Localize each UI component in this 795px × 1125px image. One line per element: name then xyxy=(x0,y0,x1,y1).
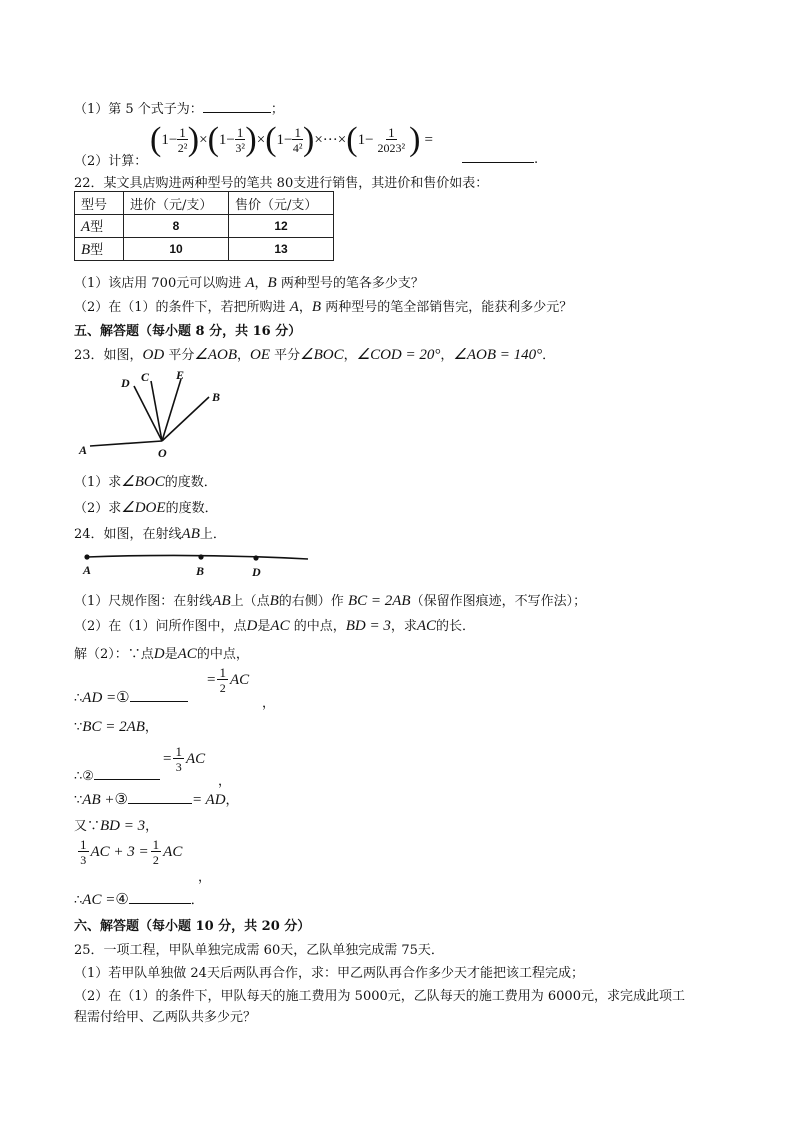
table-cell-price: 12 xyxy=(229,215,334,238)
solution-step-3: ∴② xyxy=(74,767,160,784)
q25-stem: 25．一项工程，甲队单独完成需 60天，乙队单独完成需 75天． xyxy=(74,943,444,958)
label-d: D xyxy=(121,376,130,390)
label-o: O xyxy=(158,446,167,460)
q22-part2: （2）在（1）的条件下，若把所购进 A，B 两种型号的笔全部销售完，能获利多少元？ xyxy=(74,299,573,315)
q21-part2-label: （2）计算： xyxy=(74,154,148,169)
answer-blank-3[interactable] xyxy=(128,791,192,804)
q24-stem: 24．如图，在射线AB上． xyxy=(74,526,226,542)
ray-ab xyxy=(87,555,308,559)
solution-step-7: ∴AC =④ ． xyxy=(74,892,204,908)
q24-solution-intro: 解（2）：∵点D是AC的中点， xyxy=(74,646,249,662)
label-b: B xyxy=(212,390,221,404)
q21-product-expression: ( 1 − $\frac{1}{\text{2²}}$ ) × ( 1 − $\frac{1}{\text{3²}}$ ) × ( 1 − $\frac{1}{\text{4²}}$ ) × ··· × ( 1 − $\frac{1}{\text{2023²}}$ ) = xyxy=(150,121,433,158)
table-header-cell: 售价（元/支） xyxy=(229,192,334,215)
q23-part1: （1）求∠BOC的度数． xyxy=(74,474,217,490)
q22-stem: 22．某文具店购进两种型号的笔共 80支进行销售，其进价和售价如表： xyxy=(74,176,489,191)
section-heading: 五、解答题（每小题 8 分，共 16 分） xyxy=(74,324,302,339)
fraction: $\frac{1}{\text{4²}}$ xyxy=(292,125,303,155)
q25-part2-line2: 程需付给甲、乙两队共多少元？ xyxy=(74,1010,257,1025)
solution-step-1-rhs: = $\frac{1}{2}$ AC xyxy=(207,665,250,695)
point-b xyxy=(198,554,203,559)
price-table xyxy=(74,191,334,261)
solution-step-4: ∵AB +③ = AD， xyxy=(74,792,239,808)
label-a: A xyxy=(79,443,88,457)
q25-part2-line1: （2）在（1）的条件下，甲队每天的施工费用为 5000元，乙队每天的施工费用为 6000元，求完成此项工 xyxy=(74,989,685,1004)
angle-figure xyxy=(72,366,242,462)
answer-blank-2[interactable] xyxy=(94,767,160,780)
fraction: $\frac{1}{\text{2023²}}$ xyxy=(377,125,406,155)
q21-part1-text: （1）第 5 个式子为： xyxy=(74,102,203,117)
point-d xyxy=(253,555,258,560)
point-a xyxy=(84,554,89,559)
q24-part1: （1）尺规作图：在射线AB上（点B的右侧）作 BC = 2AB（保留作图痕迹，不写作法）； xyxy=(74,593,587,609)
table-cell-price: 13 xyxy=(229,238,334,261)
table-row xyxy=(75,215,334,238)
solution-step-2: ∵BC = 2AB， xyxy=(74,719,158,735)
table-header-row xyxy=(75,192,334,215)
solution-step-1: ∴AD =① xyxy=(74,688,188,707)
q21-part2-answer: . xyxy=(462,150,538,167)
table-header-cell: 进价（元/支） xyxy=(124,192,229,215)
q25-part1: （1）若甲队单独做 24天后两队再合作，求：甲乙两队再合作多少天才能把该工程完成； xyxy=(74,966,584,981)
ray-figure xyxy=(74,550,314,578)
table-row xyxy=(75,238,334,261)
label-c: C xyxy=(141,370,150,384)
solution-step-5: 又∵BD = 3， xyxy=(74,818,159,834)
svg-text:B: B xyxy=(196,564,205,578)
ray-oa xyxy=(90,441,162,446)
q22-part1: （1）该店用 700元可以购进 A，B 两种型号的笔各多少支？ xyxy=(74,275,424,291)
q23-part2: （2）求∠DOE的度数． xyxy=(74,500,218,516)
section-heading: 六、解答题（每小题 10 分，共 20 分） xyxy=(74,919,311,934)
answer-blank[interactable] xyxy=(462,150,534,163)
q21-part1: （1）第 5 个式子为： ； xyxy=(74,102,284,117)
table-cell-model: A型 xyxy=(75,215,124,238)
label-e: E xyxy=(176,368,185,382)
svg-text:A: A xyxy=(83,563,92,577)
q23-stem: 23．如图，OD 平分∠AOB，OE 平分∠BOC，∠COD = 20°，∠AOB = 140°． xyxy=(74,347,556,363)
q24-part2: （2）在（1）问所作图中，点D是AC 的中点，BD = 3，求AC的长． xyxy=(74,618,476,634)
table-cell-cost: 10 xyxy=(124,238,229,261)
solution-step-3-rhs: = $\frac{1}{3}$ AC xyxy=(163,744,206,774)
ray-oc xyxy=(151,381,162,441)
fraction: $\frac{1}{\text{2²}}$ xyxy=(177,125,188,155)
svg-text:D: D xyxy=(252,565,261,578)
ray-od xyxy=(134,386,162,441)
table-cell-cost: 8 xyxy=(124,215,229,238)
fraction: $\frac{1}{\text{3²}}$ xyxy=(235,125,245,155)
table-header-cell: 型号 xyxy=(75,192,124,215)
solution-step-6: $\frac{1}{3}$ AC + 3 = $\frac{1}{2}$ AC xyxy=(80,837,183,867)
table-cell-model: B型 xyxy=(75,238,124,261)
answer-blank-4[interactable] xyxy=(129,891,191,904)
answer-blank-1[interactable] xyxy=(130,689,188,702)
answer-blank[interactable] xyxy=(203,100,271,113)
